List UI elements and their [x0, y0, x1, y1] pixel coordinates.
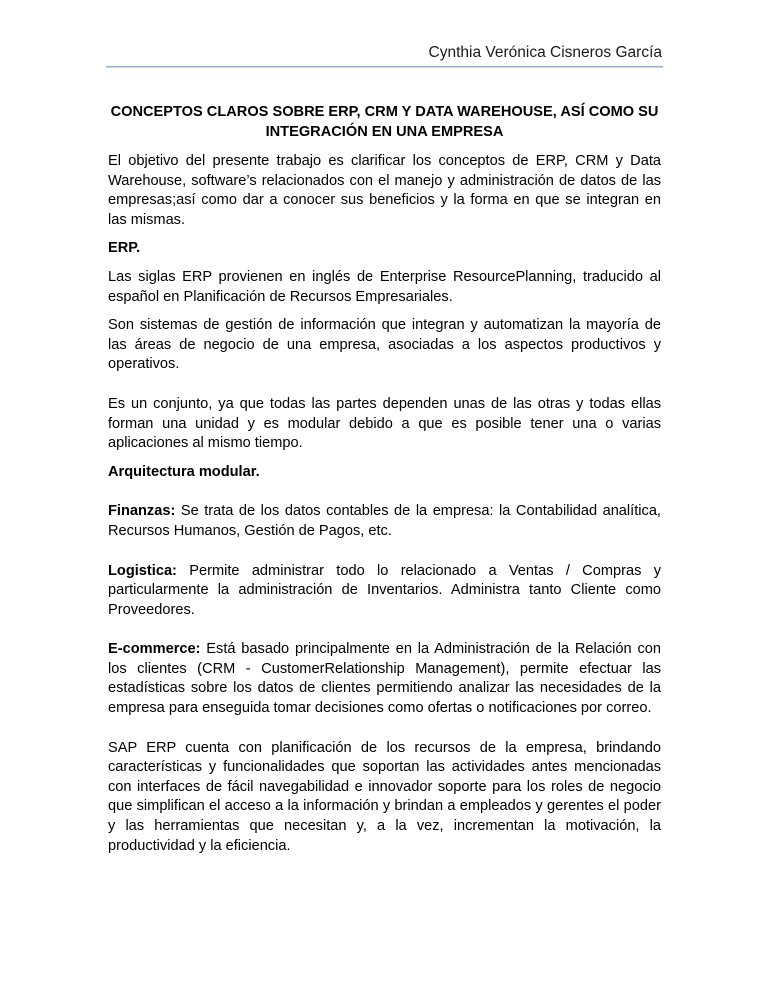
- module-term: E-commerce:: [108, 641, 201, 658]
- document-title: CONCEPTOS CLAROS SOBRE ERP, CRM Y DATA WAREHOUSE, ASÍ COMO SU INTEGRACIÓN EN UNA EMPRESA: [110, 104, 659, 140]
- header-author: Cynthia Verónica Cisneros García: [428, 44, 662, 61]
- module-text: Permite administrar todo lo relacionado a Ventas / Compras y particularmente la administración de Inventarios. Administra tanto Cliente como Proveedores.: [108, 562, 661, 618]
- erp-paragraph-2: Son sistemas de gestión de información que integran y automatizan la mayoría de las áreas de negocio de una empresa, asociadas a los aspectos productivos y operativos.: [108, 317, 661, 373]
- intro-paragraph: El objetivo del presente trabajo es clarificar los conceptos de ERP, CRM y Data Warehouse, software’s relacionados con el manejo y administración de datos de las empresas;así como dar a conocer sus beneficios y la forma en que se integran en las mismas.: [108, 153, 661, 228]
- module-text: Está basado principalmente en la Administración de la Relación con los clientes (CRM - CustomerRelationship Management), permite efectuar las estadísticas sobre los datos de clientes permitiendo analizar las necesidades de la empresa para enseguida tomar decisiones como ofertas o notificaciones por correo.: [108, 641, 661, 717]
- module-text: Se trata de los datos contables de la empresa: la Contabilidad analítica, Recursos Humanos, Gestión de Pagos, etc.: [108, 503, 661, 539]
- erp-paragraph-3: Es un conjunto, ya que todas las partes dependen unas de las otras y todas ellas forman una unidad y es modular debido a que es posible tener una o varias aplicaciones al mismo tiempo.: [108, 395, 661, 452]
- module-term: Logistica:: [108, 562, 177, 579]
- document-body: [108, 102, 661, 856]
- header-rule: [106, 66, 663, 68]
- module-term: Finanzas:: [108, 503, 176, 520]
- sap-paragraph: SAP ERP cuenta con planificación de los recursos de la empresa, brindando características y funcionalidades que soportan las actividades antes mencionadas con interfaces de fácil navegabilidad e innovador soporte para los roles de negocio que simplifican el acceso a la información y brindan a empleados y gerentes el poder y las herramientas que necesitan y, a la vez, incrementan la motivación, la productividad y la eficiencia.: [108, 739, 661, 854]
- erp-paragraph-1: Las siglas ERP provienen en inglés de Enterprise ResourcePlanning, traducido al español en Planificación de Recursos Empresariales.: [108, 268, 661, 305]
- module-finanzas: [108, 502, 661, 541]
- module-logistica: [108, 562, 661, 621]
- architecture-heading: Arquitectura modular.: [108, 463, 260, 480]
- module-ecommerce: [108, 640, 661, 718]
- erp-heading: ERP.: [108, 240, 141, 257]
